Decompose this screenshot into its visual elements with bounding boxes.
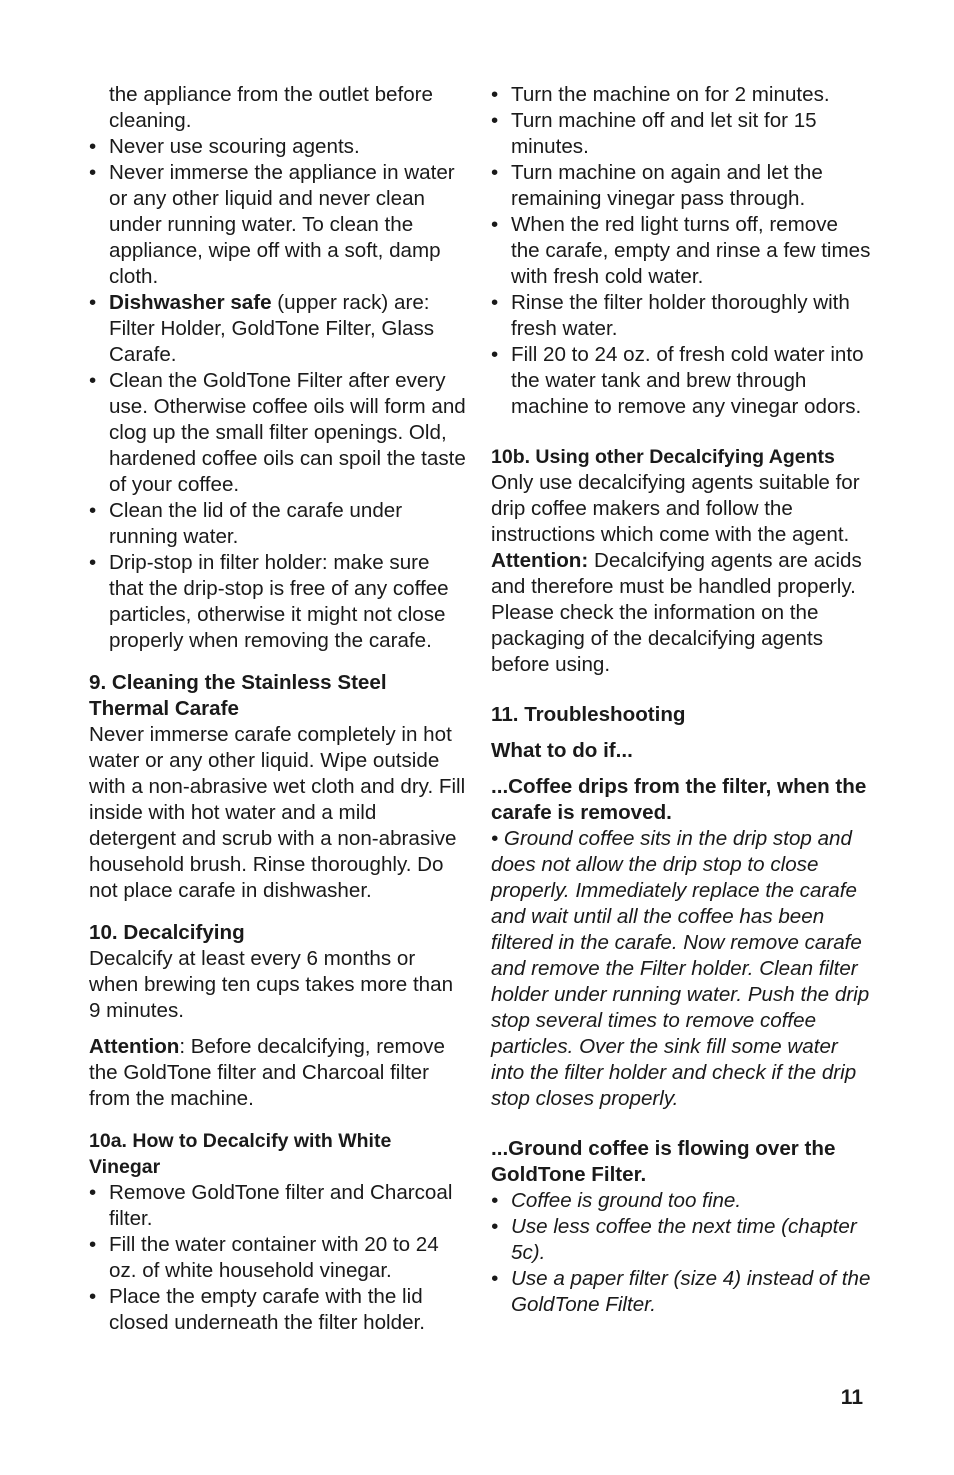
section-10a-heading: 10a. How to Decalcify with White Vinegar: [89, 1130, 392, 1178]
section-10b-attention: [491, 548, 871, 678]
question-1-answer: • Ground coffee sits in the drip stop and does not allow the drip stop to close properly. Immediately replace the carafe and wait until all the coffee has been filtered in the carafe. Now remove carafe and remove the Filter holder. Clean filter holder under running water. Push the drip stop several times to remove coffee particles. Over the sink fill some water into the filter holder and check if the drip stop closes properly.: [491, 827, 870, 1110]
list-item: • Place the empty carafe with the lid closed underneath the filter holder.: [89, 1284, 467, 1336]
section-9-body: Never immerse carafe completely in hot water or any other liquid. Wipe outside with a non-abrasive wet cloth and dry. Fill inside with hot water and a mild detergent and scrub with a non-abrasive household brush. Rinse thoroughly. Do not place carafe in dishwasher.: [89, 723, 466, 902]
section-10-body: Decalcify at least every 6 months or when brewing ten cups takes more than 9 minutes.: [89, 947, 454, 1022]
list-item: • Use less coffee the next time (chapter 5c).: [491, 1214, 871, 1266]
attention-paragraph: [89, 1034, 467, 1112]
list-item: • Use a paper filter (size 4) instead of the GoldTone Filter.: [491, 1266, 871, 1318]
section-10-heading: 10. Decalcifying: [89, 921, 245, 944]
right-column: [491, 82, 871, 1318]
attention-label: Attention: [89, 1035, 180, 1058]
list-item: • Never use scouring agents.: [89, 134, 467, 160]
dishwasher-text: (upper rack) are: Filter Holder, GoldTone Filter, Glass Carafe.: [109, 291, 435, 366]
list-item: [89, 290, 467, 368]
section-11-heading: 11. Troubleshooting: [491, 703, 686, 726]
care-list: [89, 134, 467, 654]
list-item: • Fill the water container with 20 to 24 oz. of white household vinegar.: [89, 1232, 467, 1284]
continued-text: the appliance from the outlet before cleaning.: [109, 83, 433, 132]
section-10b-body: Only use decalcifying agents suitable for drip coffee makers and follow the instructions which come with the agent.: [491, 471, 860, 546]
section-10b-heading: 10b. Using other Decalcifying Agents: [491, 446, 835, 468]
question-1-heading: ...Coffee drips from the filter, when the carafe is removed.: [491, 775, 867, 824]
list-item: • Rinse the filter holder thoroughly with fresh water.: [491, 290, 871, 342]
list-item: • Remove GoldTone filter and Charcoal filter.: [89, 1180, 467, 1232]
list-item: • Drip-stop in filter holder: make sure that the drip-stop is free of any coffee particles, otherwise it might not close properly when removing the carafe.: [89, 550, 467, 654]
section-9-heading: 9. Cleaning the Stainless Steel Thermal Carafe: [89, 671, 387, 720]
list-item: • Clean the GoldTone Filter after every use. Otherwise coffee oils will form and clog up the small filter openings. Old, hardened coffee oils can spoil the taste of your coffee.: [89, 368, 467, 498]
list-item: • Clean the lid of the carafe under running water.: [89, 498, 467, 550]
list-item: • Turn machine off and let sit for 15 minutes.: [491, 108, 871, 160]
attention-text: Decalcifying agents are acids and therefore must be handled properly. Please check the information on the packaging of the decalcifying agents before using.: [491, 549, 862, 676]
list-item: • Coffee is ground too fine.: [491, 1188, 871, 1214]
left-column: [89, 82, 467, 1336]
list-item: • Never immerse the appliance in water or any other liquid and never clean under running water. To clean the appliance, wipe off with a soft, damp cloth.: [89, 160, 467, 290]
list-item: • Turn the machine on for 2 minutes.: [491, 82, 871, 108]
page-number: 11: [840, 1386, 863, 1409]
decalcify-steps: [89, 1180, 467, 1336]
attention-label: Attention:: [491, 549, 589, 572]
vinegar-steps: [491, 82, 871, 420]
attention-text: : Before decalcifying, remove the GoldTone filter and Charcoal filter from the machine.: [89, 1035, 445, 1110]
list-item: • Fill 20 to 24 oz. of fresh cold water into the water tank and brew through machine to remove any vinegar odors.: [491, 342, 871, 420]
list-item: • When the red light turns off, remove the carafe, empty and rinse a few times with fresh cold water.: [491, 212, 871, 290]
question-2-heading: ...Ground coffee is flowing over the GoldTone Filter.: [491, 1137, 836, 1186]
dishwasher-label: Dishwasher safe: [109, 291, 272, 314]
what-to-do-heading: What to do if...: [491, 739, 633, 762]
list-item: • Turn machine on again and let the remaining vinegar pass through.: [491, 160, 871, 212]
question-2-answers: [491, 1188, 871, 1318]
